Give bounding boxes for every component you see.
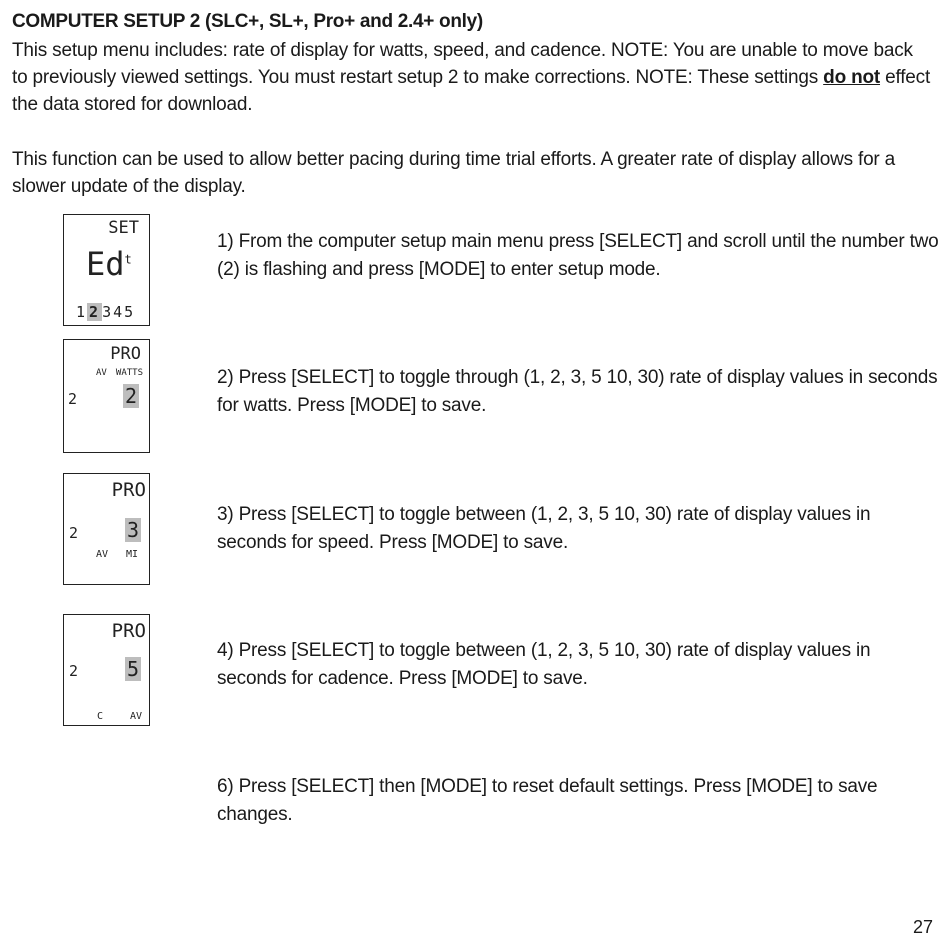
lcd-av-label: AV xyxy=(96,549,109,560)
lcd-digits-rest: 345 xyxy=(102,303,136,321)
lcd-display-setup-menu xyxy=(63,214,150,326)
lcd-av-label: AV xyxy=(129,711,142,722)
step-1: 1) From the computer setup main menu press [SELECT] and scroll until the number two (2) is flashing and press [MODE] to enter setup mode. xyxy=(217,231,939,280)
lcd-display-speed xyxy=(63,473,150,585)
lcd-edit-main: Ed xyxy=(86,245,125,283)
lcd-value: 5 xyxy=(126,657,139,681)
step-4: 4) Press [SELECT] to toggle between (1, 2, 3, 5 10, 30) rate of display values in seconds for cadence. Press [MODE] to save. xyxy=(217,640,871,689)
step-3: 3) Press [SELECT] to toggle between (1, 2, 3, 5 10, 30) rate of display values in seconds for speed. Press [MODE] to save. xyxy=(217,504,871,553)
page-number: 27 xyxy=(912,917,933,937)
lcd-digit-active: 2 xyxy=(89,303,101,321)
lcd-value: 3 xyxy=(126,518,139,542)
lcd-unit-label: MI xyxy=(125,549,138,560)
lcd-edit-sup: t xyxy=(124,252,132,267)
lcd-left-digit: 2 xyxy=(69,524,79,542)
intro-emphasis: do not xyxy=(823,67,881,88)
lcd-mode-label: PRO xyxy=(110,344,141,364)
lcd-cadence-label: C xyxy=(97,711,104,722)
lcd-display-cadence xyxy=(63,614,150,726)
section-heading: COMPUTER SETUP 2 (SLC+, SL+, Pro+ and 2.4+ only) xyxy=(12,11,483,32)
lcd-digit-one: 1 xyxy=(76,303,88,321)
intro-paragraph xyxy=(12,37,932,118)
lcd-mode-label: PRO xyxy=(111,620,146,642)
step-6: 6) Press [SELECT] then [MODE] to reset default settings. Press [MODE] to save changes. xyxy=(217,776,878,825)
lcd-mode-label: PRO xyxy=(111,479,146,501)
function-note-paragraph: This function can be used to allow better pacing during time trial efforts. A greater rate of display allows for a slower update of the display. xyxy=(12,149,896,197)
lcd-left-digit: 2 xyxy=(69,662,79,680)
intro-text-end: effect the data stored for download. xyxy=(12,67,931,115)
lcd-edit-label xyxy=(86,245,132,283)
lcd-left-digit: 2 xyxy=(68,390,78,408)
intro-text: This setup menu includes: rate of display for watts, speed, and cadence. NOTE: You are unable to move back to previously viewed settings. You must restart setup 2 to make corrections. NOTE: These settings xyxy=(12,40,913,88)
lcd-display-watts xyxy=(63,339,150,453)
lcd-value: 2 xyxy=(124,384,137,408)
step-2: 2) Press [SELECT] to toggle through (1, 2, 3, 5 10, 30) rate of display values in seconds for watts. Press [MODE] to save. xyxy=(217,367,938,416)
lcd-watts-label: WATTS xyxy=(115,368,143,378)
lcd-set-label: SET xyxy=(108,218,139,238)
lcd-av-label: AV xyxy=(96,368,107,378)
lcd-setup-digits xyxy=(76,303,135,321)
